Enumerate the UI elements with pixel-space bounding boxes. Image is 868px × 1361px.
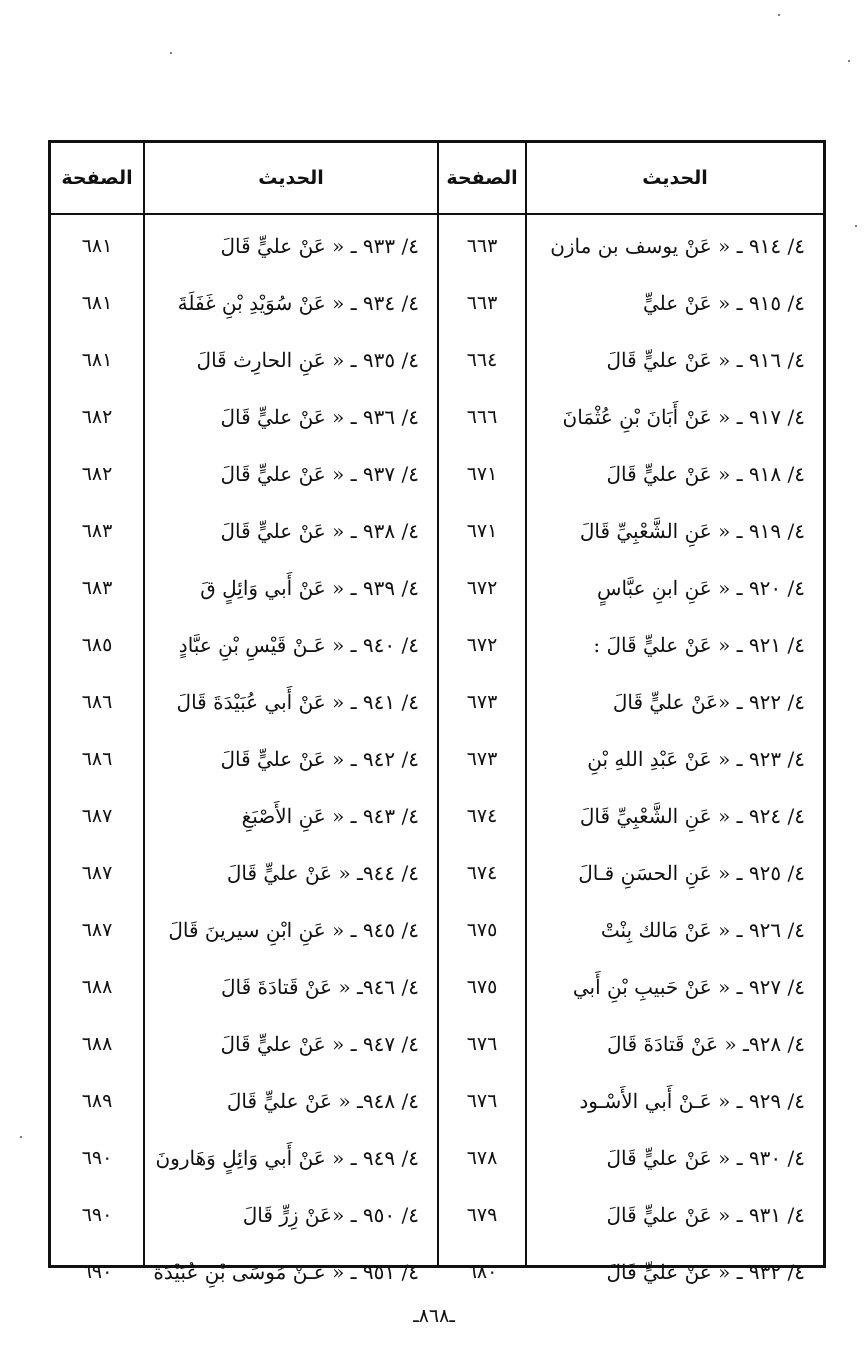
left-hadith-cell: ٤/ ٩٣٨ ـ « عَنْ عليٍّ قَالَ (220, 518, 419, 543)
right-hadith-cell: ٤/ ٩٢٤ ـ « عَنِ الشَّعْبِيِّ قَالَ (579, 803, 805, 828)
left-hadith-cell: ٤/ ٩٤٤ـ « عَنْ عليٍّ قَالَ (226, 860, 419, 885)
left-hadith-cell: ٤/ ٩٤٣ ـ « عَنِ الأَصْبَغِ (241, 803, 419, 828)
table-row (51, 1129, 823, 1186)
right-hadith-cell: ٤/ ٩١٤ ـ « عَنْ يوسف بن مازن (550, 233, 805, 258)
right-page-cell: ٦٨٠ (466, 1260, 498, 1283)
left-hadith-cell: ٤/ ٩٣٦ ـ « عَنْ عليٍّ قَالَ (220, 404, 419, 429)
left-hadith-cell: ٤/ ٩٥٠ ـ «عَنْ زِرٍّ قَالَ (242, 1202, 419, 1227)
right-hadith-cell: ٤/ ٩١٥ ـ « عَنْ عليٍّ (642, 290, 805, 315)
header-left-page: الصفحة (61, 167, 133, 189)
index-table (48, 140, 826, 1284)
right-page-cell: ٦٧٦ (466, 1089, 498, 1112)
table-row (51, 502, 823, 559)
right-hadith-cell: ٤/ ٩٣٠ ـ « عَنْ عليٍّ قَالَ (606, 1145, 805, 1170)
left-page-cell: ٦٨٩ (81, 1089, 113, 1112)
right-hadith-cell: ٤/ ٩٢١ ـ « عَنْ عليٍّ قَالَ : (593, 632, 805, 657)
right-hadith-cell: ٤/ ٩١٦ ـ « عَنْ عليٍّ قَالَ (606, 347, 805, 372)
left-page-cell: ٦٨٣ (81, 576, 113, 599)
right-hadith-cell: ٤/ ٩٢٠ ـ « عَنِ ابنِ عبَّاسٍ (597, 575, 805, 600)
right-page-cell: ٦٧٢ (466, 633, 498, 656)
table-row (51, 787, 823, 844)
right-page-cell: ٦٧٥ (466, 918, 498, 941)
table-row (51, 331, 823, 388)
right-hadith-cell: ٤/ ٩٢٧ ـ « عَنْ حَبيبِ بْنِ أَبي (572, 974, 805, 999)
right-page-cell: ٦٦٦ (466, 405, 498, 428)
table-row (51, 1186, 823, 1243)
left-hadith-cell: ٤/ ٩٤٧ ـ « عَنْ عليٍّ قَالَ (220, 1031, 419, 1056)
right-page-cell: ٦٧٩ (466, 1203, 498, 1226)
right-hadith-cell: ٤/ ٩١٧ ـ « عَنْ أَبَانَ بْنِ عُثْمَانَ (562, 404, 805, 429)
scan-speck (778, 14, 780, 16)
right-page-cell: ٦٧٣ (466, 690, 498, 713)
left-hadith-cell: ٤/ ٩٣٩ ـ « عَنْ أَبي وَائِلٍ قَ (200, 575, 419, 600)
right-hadith-cell: ٤/ ٩٣١ ـ « عَنْ عليٍّ قَالَ (606, 1202, 805, 1227)
left-hadith-cell: ٤/ ٩٤٥ ـ « عَنِ ابْنِ سيرينَ قَالَ (168, 917, 419, 942)
left-page-cell: ٦٨١ (81, 348, 113, 371)
table-row (51, 274, 823, 331)
right-hadith-cell: ٤/ ٩٢٦ ـ « عَنْ مَالك بِنْتْ (600, 917, 805, 942)
left-hadith-cell: ٤/ ٩٣٤ ـ « عَنْ سُوَيْدِ بْنِ غَفَلَةَ (177, 290, 419, 315)
right-page-cell: ٦٧٤ (466, 861, 498, 884)
table-row (51, 559, 823, 616)
table-row (51, 445, 823, 502)
right-page-cell: ٦٧٣ (466, 747, 498, 770)
left-page-cell: ٦٨٧ (81, 861, 113, 884)
right-hadith-cell: ٤/ ٩١٩ ـ « عَنِ الشَّعْبِيِّ قَالَ (579, 518, 805, 543)
table-row (51, 616, 823, 673)
right-hadith-cell: ٤/ ٩٢٨ـ « عَنْ قَتادَةَ قَالَ (606, 1031, 805, 1056)
right-hadith-cell: ٤/ ٩٢٣ ـ « عَنْ عَبْدِ اللهِ بْنِ (587, 746, 805, 771)
header-divider (51, 213, 823, 215)
header-right-hadith: الحديث (642, 167, 708, 189)
scan-speck (20, 1136, 22, 1138)
left-page-cell: ٦٨٢ (81, 405, 113, 428)
table-row (51, 217, 823, 274)
right-page-cell: ٦٦٣ (466, 234, 498, 257)
left-page-cell: ٦٩٠ (81, 1203, 113, 1226)
left-hadith-cell: ٤/ ٩٤٦ـ « عَنْ قَتادَةَ قَالَ (220, 974, 419, 999)
table-row (51, 1243, 823, 1300)
right-page-cell: ٦٦٤ (466, 348, 498, 371)
left-hadith-cell: ٤/ ٩٥١ ـ « عَـنْ مُوسَى بْنِ عُبَيْدَةَ (153, 1259, 419, 1284)
right-page-cell: ٦٧٨ (466, 1146, 498, 1169)
right-page-cell: ٦٧٦ (466, 1032, 498, 1055)
left-page-cell: ٦٨٧ (81, 918, 113, 941)
right-hadith-cell: ٤/ ٩١٨ ـ « عَنْ عليٍّ قَالَ (606, 461, 805, 486)
left-page-cell: ٦٨٦ (81, 747, 113, 770)
left-hadith-cell: ٤/ ٩٣٣ ـ « عَنْ عليٍّ قَالَ (220, 233, 419, 258)
header-right-page: الصفحة (446, 167, 518, 189)
header-left-hadith: الحديث (258, 167, 324, 189)
left-page-cell: ٦٨١ (81, 291, 113, 314)
page-number: ـ٨٦٨ـ (413, 1305, 455, 1327)
right-page-cell: ٦٧١ (466, 462, 498, 485)
table-row (51, 844, 823, 901)
scan-speck (170, 52, 172, 54)
table-row (51, 1015, 823, 1072)
left-hadith-cell: ٤/ ٩٤٠ ـ « عَـنْ قَيْسِ بْنِ عبَّادٍ (178, 632, 419, 657)
table-row (51, 388, 823, 445)
table-row (51, 1072, 823, 1129)
right-page-cell: ٦٧٢ (466, 576, 498, 599)
scan-speck (855, 225, 857, 227)
right-page-cell: ٦٦٣ (466, 291, 498, 314)
left-hadith-cell: ٤/ ٩٣٥ ـ « عَنِ الحارِث قَالَ (196, 347, 419, 372)
right-hadith-cell: ٤/ ٩٣٢ ـ « عَنْ عليٍّ قَالَ (606, 1259, 805, 1284)
left-page-cell: ٦٩٠ (81, 1260, 113, 1283)
right-hadith-cell: ٤/ ٩٢٩ ـ « عَـنْ أَبي الأَسْـود (579, 1088, 805, 1113)
left-hadith-cell: ٤/ ٩٣٧ ـ « عَنْ عليٍّ قَالَ (220, 461, 419, 486)
left-hadith-cell: ٤/ ٩٤٩ ـ « عَنْ أَبي وَائِلٍ وَهَارونَ (155, 1145, 419, 1170)
table-row (51, 730, 823, 787)
table-row (51, 958, 823, 1015)
left-page-cell: ٦٨٧ (81, 804, 113, 827)
table-header (51, 143, 823, 213)
left-page-cell: ٦٨٦ (81, 690, 113, 713)
left-page-cell: ٦٨٥ (81, 633, 113, 656)
left-page-cell: ٦٨٣ (81, 519, 113, 542)
right-hadith-cell: ٤/ ٩٢٢ ـ «عَنْ عليٍّ قَالَ (612, 689, 805, 714)
left-page-cell: ٦٩٠ (81, 1146, 113, 1169)
left-page-cell: ٦٨٨ (81, 1032, 113, 1055)
right-hadith-cell: ٤/ ٩٢٥ ـ « عَنِ الحسَنِ قـالَ (578, 860, 805, 885)
table-row (51, 673, 823, 730)
left-hadith-cell: ٤/ ٩٤١ ـ « عَنْ أَبي عُبَيْدَةَ قَالَ (176, 689, 419, 714)
left-hadith-cell: ٤/ ٩٤٢ ـ « عَنْ عليٍّ قَالَ (220, 746, 419, 771)
right-page-cell: ٦٧٤ (466, 804, 498, 827)
left-hadith-cell: ٤/ ٩٤٨ـ « عَنْ عليٍّ قَالَ (226, 1088, 419, 1113)
left-page-cell: ٦٨٢ (81, 462, 113, 485)
left-page-cell: ٦٨١ (81, 234, 113, 257)
left-page-cell: ٦٨٨ (81, 975, 113, 998)
table-row (51, 901, 823, 958)
scan-speck (848, 60, 850, 62)
right-page-cell: ٦٧١ (466, 519, 498, 542)
right-page-cell: ٦٧٥ (466, 975, 498, 998)
